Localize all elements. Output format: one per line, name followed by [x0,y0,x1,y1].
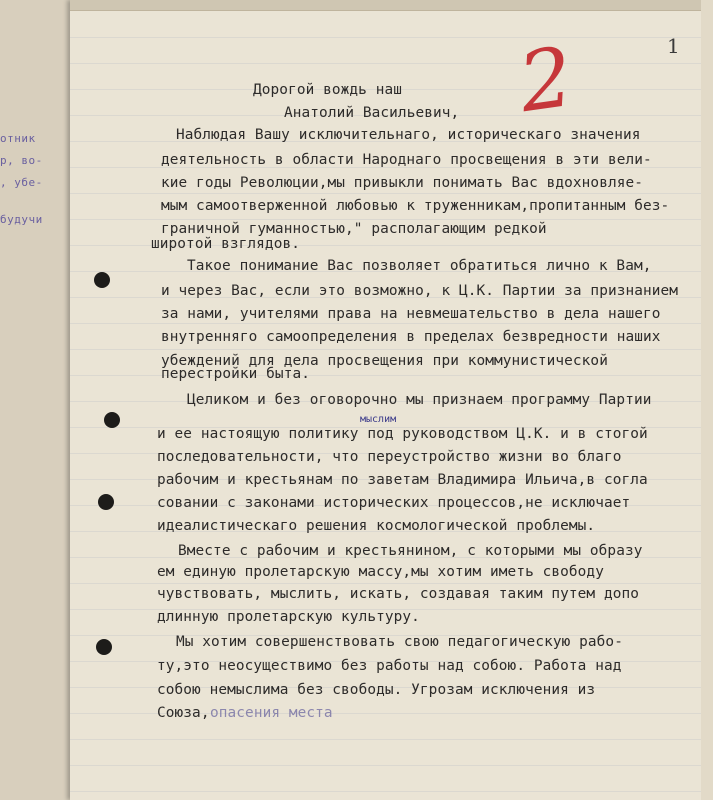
letter-line: ем единую пролетарскую массу,мы хотим иметь свободу [157,564,604,580]
letter-line: Мы хотим совершенствовать свою педагогическую рабо- [176,634,623,650]
salutation-line: Дорогой вождь наш [253,82,402,98]
letter-line: граничной гуманностью," располагающим редкой [161,221,547,237]
letter-line: Целиком и без оговорочно мы признаем программу Партии [187,392,652,408]
underlying-text-line: будучи [0,213,43,226]
letter-line: рабочим и крестьянам по заветам Владимира Ильича,в согла [157,472,648,488]
letter-line: и ее настоящую политику под руководством Ц.К. и в стогой [157,426,648,442]
letter-line: собою немыслима без свободы. Угрозам исключения из [157,682,596,698]
punch-hole [96,639,112,655]
page-number: 1 [667,34,680,58]
letter-line: Вместе с рабочим и крестьянином, с которыми мы образу [178,543,643,559]
underlying-text-line: , убе- [0,176,43,189]
letter-line: ту,это неосуществимо без работы над собою. Работа над [157,658,622,674]
letter-line: убеждений для дела просвещения при коммунистической [161,353,608,369]
page-top-edge [70,0,713,11]
punch-hole [98,494,114,510]
letter-line: внутренняго самоопределения в пределах безвредности наших [161,329,661,345]
letter-line: и через Вас, если это возможно, к Ц.К. Партии за признанием [161,283,679,299]
letter-line: длинную пролетарскую культуру. [157,609,420,625]
page-right-edge [701,0,713,800]
letter-page [70,0,713,800]
punch-hole [94,272,110,288]
letter-line: совании с законами исторических процессов,не исключает [157,495,631,511]
letter-line: широтой взглядов. [151,236,300,252]
letter-line: идеалистическаго решения космологической проблемы. [157,518,596,534]
letter-line: перестройки быта. [161,366,310,382]
underlying-text-line: отник [0,132,36,145]
letter-line: Наблюдая Вашу исключительнаго, историческаго значения [176,127,641,143]
salutation-line: Анатолий Васильевич, [284,105,460,121]
faded-text: опасения места [210,705,333,721]
letter-line: деятельность в области Народнаго просвещения в эти вели- [161,152,652,168]
letter-line: последовательности, что переустройство жизни во благо [157,449,622,465]
letter-line: Союза, [157,705,210,721]
punch-hole [104,412,120,428]
letter-line: за нами, учителями права на невмешательство в дела нашего [161,306,661,322]
handwritten-insertion: мыслим [360,414,397,425]
letter-line: мым самоотверженной любовью к труженникам,пропитанным без- [161,198,670,214]
red-handwritten-number: 2 [513,29,579,132]
letter-line: чувствовать, мыслить, искать, создавая таким путем допо [157,586,640,602]
letter-line: Такое понимание Вас позволяет обратиться лично к Вам, [187,258,652,274]
underlying-text-line: р, во- [0,154,43,167]
letter-line: кие годы Революции,мы привыкли понимать Вас вдохновляе- [161,175,644,191]
